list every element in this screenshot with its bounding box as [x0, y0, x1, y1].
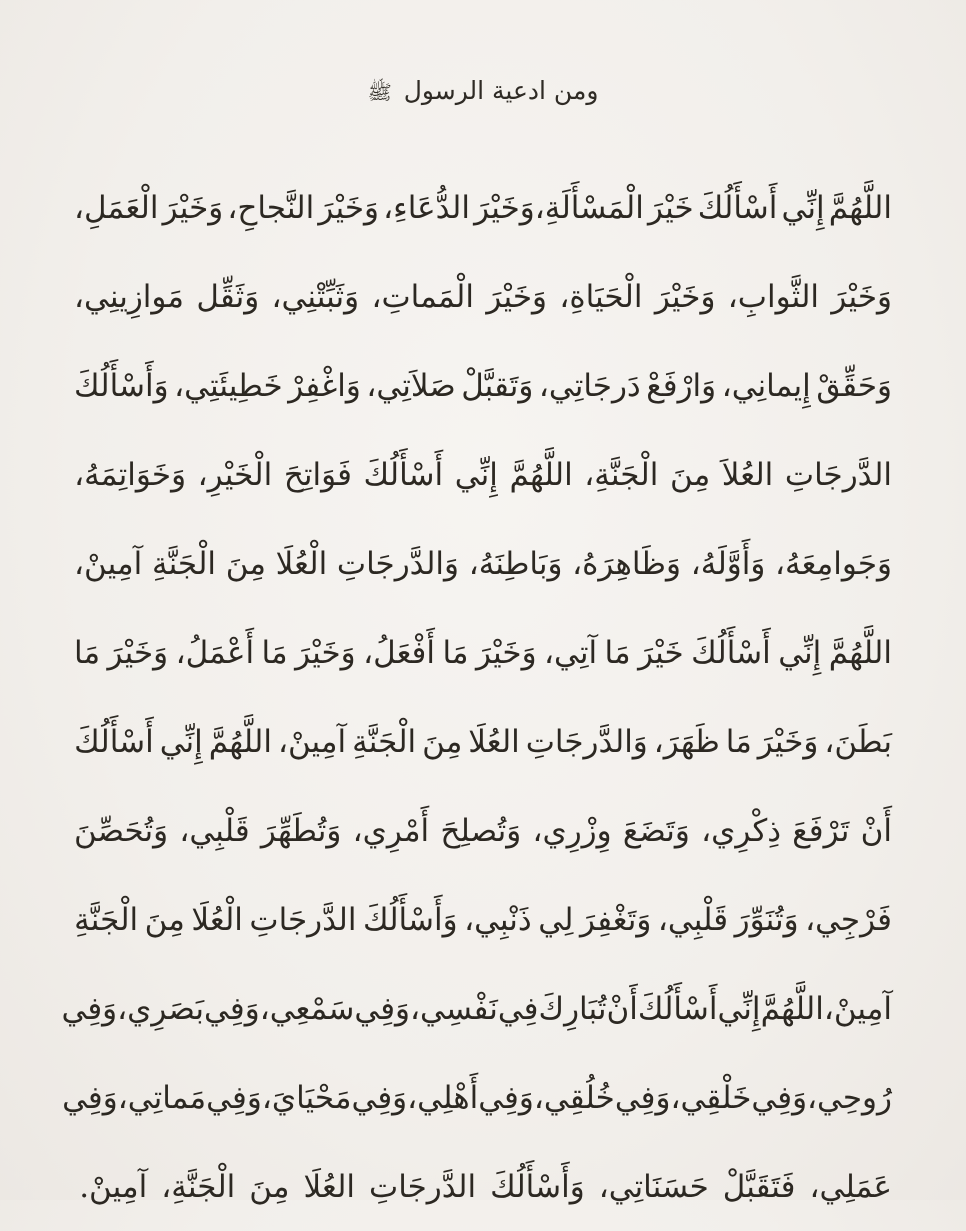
text-word: أَعْمَلُ، [175, 634, 255, 671]
text-word: الْجَنَّةِ، [161, 1168, 236, 1205]
text-word: تُبَارِكَ [538, 990, 607, 1027]
text-line [62, 1053, 892, 1142]
text-line [74, 697, 892, 786]
text-word: وَتُصلِحَ [440, 812, 522, 849]
text-word: ظَهَرَ، [653, 723, 720, 760]
text-word: آمِينْ، [277, 723, 347, 760]
text-word: إِنِّي [778, 634, 822, 671]
text-word: وَظَاهِرَهُ، [572, 545, 681, 582]
text-word: وَأَوَّلَهُ، [690, 545, 766, 582]
text-line [61, 964, 892, 1053]
text-word: الْمَماتِ، [371, 278, 474, 315]
text-word: مَا [725, 723, 752, 760]
text-word: العُلاَ [721, 456, 774, 493]
text-word: أَهْلِي، [407, 1079, 479, 1116]
text-line [74, 519, 892, 608]
text-word: اللَّهُمَّ [828, 189, 892, 226]
text-word: وَأَسْأَلُكَ [74, 367, 169, 404]
text-word: وَخَيْرَ [295, 634, 356, 671]
text-word: أَسْأَلُكَ [363, 456, 444, 493]
text-line [74, 1142, 892, 1231]
text-word: مِنَ [422, 723, 463, 760]
text-line [74, 786, 892, 875]
text-word: قَلْبِي، [657, 901, 729, 938]
text-word: الدَّرجَاتِ [369, 1168, 477, 1205]
text-word: وَجَوامِعَهُ، [775, 545, 892, 582]
text-word: خَلْقِي، [670, 1079, 752, 1116]
text-word: وَاغْفِرْ [288, 367, 361, 404]
text-word: وَبَاطِنَهُ، [468, 545, 563, 582]
text-word: وَالدَّرجَاتِ [525, 723, 648, 760]
text-word: الثَّوابِ، [727, 278, 820, 315]
text-word: لِي [538, 901, 574, 938]
text-word: أَنْ [860, 812, 892, 849]
text-word: الْخَيْرِ، [197, 456, 273, 493]
text-word: وَحَقِّقْ [816, 367, 892, 404]
text-word: مَحْيَايَ، [261, 1079, 352, 1116]
text-word: إِيمانِي، [721, 367, 811, 404]
text-word: وَخَيْرَ [831, 278, 892, 315]
text-word: وَخَوَاتِمَهُ، [74, 456, 187, 493]
text-word: دَرجَاتِي، [538, 367, 641, 404]
title-text: ومن ادعية الرسول [403, 76, 599, 105]
text-word: الْمَسْأَلَةِ،وَخَيْرَ [474, 189, 644, 226]
text-word: اللَّهُمَّ [760, 990, 824, 1027]
text-line [74, 163, 892, 252]
text-word: فَتَقَبَّلْ [722, 1168, 796, 1205]
text-word: أَسْأَلُكَ [691, 634, 771, 671]
text-word: اللَّهُمَّ [208, 723, 272, 760]
text-word: عَمَلِي، [809, 1168, 892, 1205]
text-word: العُلَا [303, 1168, 356, 1205]
text-word: مَا [442, 634, 469, 671]
text-word: مِنَ [669, 456, 711, 493]
text-word: وَفِي [61, 990, 118, 1027]
text-word: وَارْفَعْ [646, 367, 717, 404]
text-word: آمِينْ. [79, 1168, 148, 1205]
text-word: مِنَ [225, 545, 266, 582]
text-word: وَفِي [204, 990, 260, 1027]
text-word: الْجَنَّةِ [352, 723, 417, 760]
text-word: ذِكْرِي، [701, 812, 782, 849]
text-word: أَسْأَلُكَ [74, 723, 154, 760]
text-word: آمِينْ، [74, 545, 143, 582]
text-word: وَخَيْرَ [318, 189, 379, 226]
text-word: أَفْعَلُ، [363, 634, 435, 671]
text-word: ذَنْبِي، [464, 901, 532, 938]
text-word: الْجَنَّةِ [151, 545, 216, 582]
supplication-text [61, 163, 892, 1231]
text-word: الْعُلَا [191, 901, 243, 938]
text-word: خَيْرَ [638, 634, 684, 671]
text-word: وَخَيْرَ [107, 634, 169, 671]
text-word: أَسْأَلُكَ [637, 990, 718, 1027]
text-word: الْحَيَاةِ، [559, 278, 643, 315]
text-word: قَلْبِي، [179, 812, 250, 849]
text-word: وَفِي [206, 1079, 262, 1116]
text-word: نَفْسِي، [410, 990, 498, 1027]
text-word: وَخَيْرَ [162, 189, 224, 226]
text-word: أَسْأَلُكَ [697, 189, 778, 226]
text-word: مَا [74, 634, 101, 671]
text-word: وَتُحَصِّنَ [74, 812, 169, 849]
text-word: وَفِي [354, 990, 411, 1027]
text-word: رُوحِي، [807, 1079, 892, 1116]
text-word: وَتَقبَّلْ [461, 367, 534, 404]
text-word: خُلُقِي، [533, 1079, 615, 1116]
text-word: الْجَنَّةِ، [584, 456, 659, 493]
text-word: إِنِّي [717, 990, 761, 1027]
text-word: آمِينْ، [823, 990, 892, 1027]
text-word: الدَّرجَاتِ [249, 901, 357, 938]
text-word: وَفِي [751, 1079, 808, 1116]
text-word: وَخَيْرَ [654, 278, 716, 315]
text-word: آتِي، [544, 634, 598, 671]
text-word: مِنَ [144, 901, 185, 938]
text-word: الْعُلَا [275, 545, 328, 582]
text-word: الدَّرجَاتِ [784, 456, 892, 493]
text-word: بَطَنَ، [824, 723, 892, 760]
text-word: وَتُطَهِّرَ [260, 812, 342, 849]
text-line [74, 252, 892, 341]
text-line [74, 875, 892, 964]
text-word: وَفِي [478, 1079, 534, 1116]
text-word: وَفِي [351, 1079, 408, 1116]
text-word: فَوَاتِحَ [283, 456, 352, 493]
text-word: مِنَ [249, 1168, 290, 1205]
text-word: وِزْرِي، [532, 812, 612, 849]
text-word: وَفِي [62, 1079, 118, 1116]
text-word: وَتُنَوِّرَ [734, 901, 799, 938]
text-word: الدُّعَاءِ، [383, 189, 470, 226]
text-word: النَّجاحِ، [227, 189, 315, 226]
text-word: إِنِّي [781, 189, 825, 226]
text-word: أَنْ [606, 990, 638, 1027]
text-word: تَرْفَعَ [792, 812, 850, 849]
page-title [74, 0, 892, 109]
text-word: وَتَغْفِرَ [580, 901, 652, 938]
text-word: فَرْجِي، [805, 901, 892, 938]
text-word: خَيْرَ [648, 189, 694, 226]
text-word: أَمْرِي، [352, 812, 430, 849]
text-line [74, 341, 892, 430]
text-word: صَلاَتِي، [366, 367, 456, 404]
text-word: مَماتِي، [117, 1079, 207, 1116]
text-word: وَفِي [614, 1079, 671, 1116]
text-word: وَأَسْأَلُكَ [362, 901, 458, 938]
text-word: حَسَنَاتِي، [598, 1168, 709, 1205]
text-word: وَالدَّرجَاتِ [336, 545, 459, 582]
text-word: وَخَيْرَ [475, 634, 537, 671]
honorific-symbol: ﷺ [367, 80, 392, 104]
text-word: فِي [497, 990, 539, 1027]
text-word: مَوازِينِي، [74, 278, 185, 315]
text-word: مَا [604, 634, 631, 671]
text-word: وَخَيْرَ [757, 723, 819, 760]
text-word: وَتَضَعَ [622, 812, 690, 849]
text-word: وَأَسْأَلُكَ [490, 1168, 585, 1205]
text-word: خَطِيئَتِي، [174, 367, 283, 404]
text-word: إِنِّي [159, 723, 203, 760]
text-word: إِنِّي [454, 456, 498, 493]
text-word: اللَّهُمَّ [828, 634, 892, 671]
text-word: وَثَقِّل [196, 278, 260, 315]
text-word: اللَّهُمَّ [509, 456, 573, 493]
text-word: بَصَرِي، [117, 990, 205, 1027]
text-word: مَا [261, 634, 288, 671]
text-word: الْعَمَلِ، [74, 189, 159, 226]
text-word: الْجَنَّةِ [74, 901, 139, 938]
text-word: وَثَبِّتْنِي، [271, 278, 360, 315]
text-word: وَخَيْرَ [486, 278, 547, 315]
text-line [74, 430, 892, 519]
text-line [74, 608, 892, 697]
text-word: العُلَا [468, 723, 520, 760]
text-word: سَمْعِي، [259, 990, 355, 1027]
